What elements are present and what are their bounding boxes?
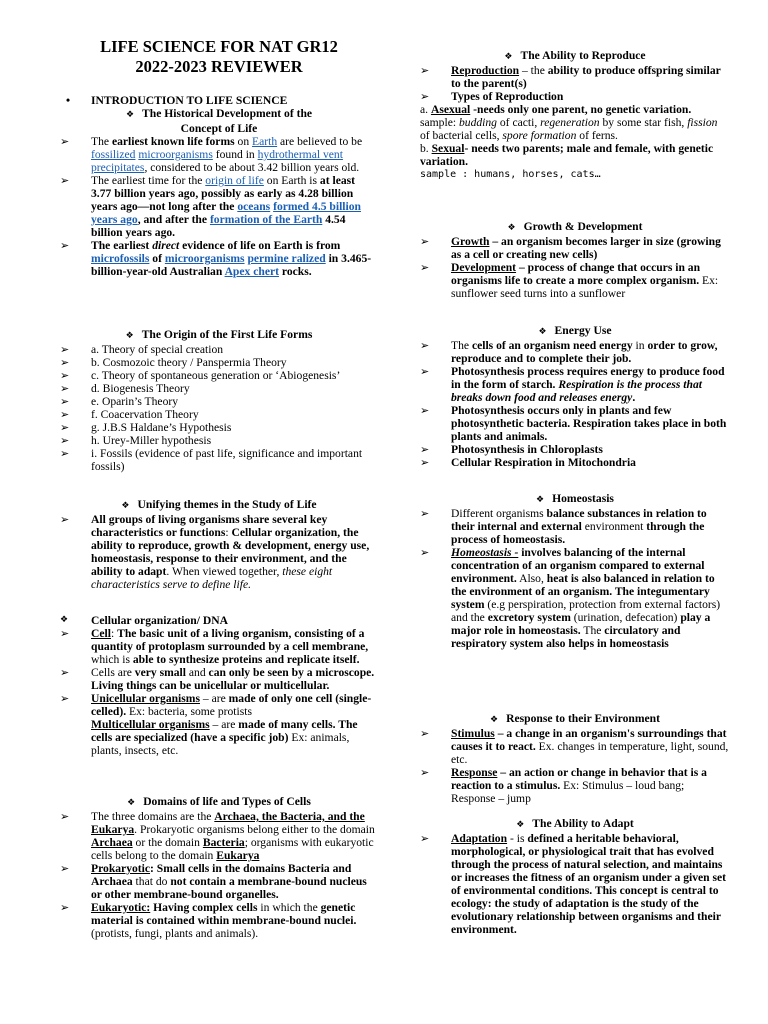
list-item: ➢ The earliest known life forms on Earth are believed to be fossilized microorganisms found in hydrothermal vent precipitates, considered to be about 3.42 billion years old. — [60, 135, 363, 174]
list-item: ➢ Growth – an organism becomes larger in size (growing as a cell or creating new cells) — [420, 235, 721, 261]
energy-heading: ❖ Energy Use — [538, 324, 612, 337]
origin-heading: ❖ The Origin of the First Life Forms — [125, 328, 313, 341]
origin-theory-item: ➢ c. Theory of spontaneous generation or ‘Abiogenesis’ — [60, 369, 341, 382]
origin-theory-item: ➢ h. Urey-Miller hypothesis — [60, 434, 212, 447]
document-title — [60, 37, 378, 77]
bullet-dot-icon: • — [66, 94, 71, 107]
title-line-1: LIFE SCIENCE FOR NAT GR12 — [100, 37, 338, 56]
response-heading: ❖ Response to their Environment — [490, 712, 660, 725]
arrow-bullet-icon: ➢ — [420, 766, 430, 779]
diamond-bullet-icon: ❖ — [60, 615, 69, 625]
arrow-bullet-icon: ➢ — [420, 90, 430, 103]
origin-theory-item: ➢ i. Fossils (evidence of past life, significance and important fossils) — [60, 447, 363, 473]
list-item: ➢ Photosynthesis in Chloroplasts — [420, 443, 603, 456]
arrow-bullet-icon: ➢ — [60, 369, 70, 382]
reproduce-heading: ❖ The Ability to Reproduce — [504, 49, 646, 62]
origin-theory-item: ➢ g. J.B.S Haldane’s Hypothesis — [60, 421, 232, 434]
origin-theory-item: ➢ f. Coacervation Theory — [60, 408, 199, 421]
diamond-bullet-icon: ❖ — [538, 327, 547, 337]
list-item: ➢ Cellular Respiration in Mitochondria — [420, 456, 636, 469]
arrow-bullet-icon: ➢ — [60, 692, 70, 705]
arrow-bullet-icon: ➢ — [420, 443, 430, 456]
link-precipitates[interactable]: precipitates — [91, 161, 145, 174]
domains-section — [60, 795, 378, 940]
origin-theory-item: ➢ e. Oparin’s Theory — [60, 395, 179, 408]
diamond-bullet-icon: ❖ — [127, 798, 136, 808]
arrow-bullet-icon: ➢ — [420, 507, 430, 520]
arrow-bullet-icon: ➢ — [420, 339, 430, 352]
homeostasis-section — [420, 492, 730, 650]
list-item: ➢ Photosynthesis occurs only in plants and few photosynthetic bacteria. Respiration takes place in both plants and animals. — [420, 404, 727, 443]
arrow-bullet-icon: ➢ — [60, 174, 70, 187]
arrow-bullet-icon: ➢ — [60, 666, 70, 679]
list-item: ➢ Prokaryotic: Small cells in the domains Bacteria and Archaea that do not contain a membrane-bound nucleus or other membrane-bound organelles. — [60, 862, 367, 901]
title-line-2: 2022-2023 REVIEWER — [135, 57, 303, 76]
link-fossilized[interactable]: fossilized — [91, 148, 136, 161]
arrow-bullet-icon: ➢ — [420, 235, 430, 248]
diamond-bullet-icon: ❖ — [516, 820, 525, 830]
arrow-bullet-icon: ➢ — [60, 901, 70, 914]
arrow-bullet-icon: ➢ — [60, 421, 70, 434]
arrow-bullet-icon: ➢ — [60, 810, 70, 823]
arrow-bullet-icon: ➢ — [60, 627, 70, 640]
list-item: ➢ Cell: The basic unit of a living organism, consisting of a quantity of protoplasm surrounded by a cell membrane, which is able to synthesize proteins and replicate itself. — [60, 627, 369, 666]
asexual-sample: sample: budding of cacti, regeneration by some star fish, fission of bacterial cells, spore formation of ferns. — [420, 116, 718, 142]
arrow-bullet-icon: ➢ — [420, 832, 430, 845]
arrow-bullet-icon: ➢ — [60, 395, 70, 408]
arrow-bullet-icon: ➢ — [60, 135, 70, 148]
list-item: ➢ Different organisms balance substances in relation to their internal and external environment through the process of homeostasis. — [420, 507, 707, 546]
arrow-bullet-icon: ➢ — [60, 447, 70, 460]
origin-list — [60, 343, 378, 473]
homeostasis-heading: ❖ Homeostasis — [536, 492, 614, 505]
list-item: ➢ Types of Reproduction — [420, 90, 564, 103]
arrow-bullet-icon: ➢ — [60, 862, 70, 875]
reproduce-section — [420, 49, 730, 181]
adapt-section — [420, 817, 730, 936]
response-section — [420, 712, 730, 805]
cellular-heading: ❖ Cellular organization/ DNA — [60, 614, 228, 627]
diamond-bullet-icon: ❖ — [507, 223, 516, 233]
arrow-bullet-icon: ➢ — [420, 365, 430, 378]
list-item: ➢ Unicellular organisms – are made of only one cell (single-celled). Ex: bacteria, some protists Multicellular organisms – are made of many cells. The cells are specialized (have a specific job) Ex: animals, plants, insects, etc. — [60, 692, 372, 757]
list-item: ➢ Development – process of change that occurs in an organisms life to create a more complex organism. Ex: sunflower seed turns into a sunflower — [420, 261, 719, 300]
domains-heading: ❖ Domains of life and Types of Cells — [127, 795, 311, 808]
diamond-bullet-icon: ❖ — [504, 52, 513, 62]
list-item: ➢ The earliest time for the origin of life on Earth is at least 3.77 billion years ago, possibly as early as 4.28 billion years ago—not long after the oceans formed 4.5 billion years ago, and after the formation of the Earth 4.54 billion years ago. — [60, 174, 361, 239]
link-permineralized[interactable]: permine ralized — [247, 252, 326, 265]
origin-theory-item: ➢ a. Theory of special creation — [60, 343, 224, 356]
arrow-bullet-icon: ➢ — [60, 408, 70, 421]
arrow-bullet-icon: ➢ — [60, 382, 70, 395]
list-item: ➢ The earliest direct evidence of life on Earth is from microfossils of microorganisms permine ralized in 3.465-billion-year-old Australian Apex chert rocks. — [60, 239, 372, 278]
diamond-bullet-icon: ❖ — [121, 501, 130, 511]
list-item: ➢ Stimulus – a change in an organism's surroundings that causes it to react. Ex. changes in temperature, light, sound, etc. — [420, 727, 729, 766]
arrow-bullet-icon: ➢ — [420, 64, 430, 77]
arrow-bullet-icon: ➢ — [420, 727, 430, 740]
list-item: ➢ Adaptation - is defined a heritable behavioral, morphological, or physiological trait that has evolved through the process of natural selection, and maintains or increases the fitness of an organism under a given set of environmental conditions. This concept is central to ecology: the study of adaptation is the study of the evolutionary relationship between organisms and their environment. — [420, 832, 727, 936]
list-item: ➢ Response – an action or change in behavior that is a reaction to a stimulus. Ex: Stimulus – loud bang; Response – jump — [420, 766, 707, 805]
sexual-line: b. Sexual- needs two parents; male and female, with genetic variation. — [420, 142, 714, 168]
origin-section — [60, 328, 378, 473]
growth-section — [420, 220, 730, 300]
link-hydrothermal-vent[interactable]: hydrothermal vent — [257, 148, 343, 161]
list-item: ➢ Homeostasis - involves balancing of the internal concentration of an organism compared to external environment. Also, heat is also balanced in relation to the environment of an organism. The integumentary system (e.g perspiration, protection from external factors) and the excretory system (urination, defecation) play a major role in homeostasis. The circulatory and respiratory system also helps in homeostasis — [420, 546, 721, 650]
diamond-bullet-icon: ❖ — [490, 715, 499, 725]
intro-heading: • INTRODUCTION TO LIFE SCIENCE — [66, 94, 288, 107]
energy-section — [420, 324, 730, 469]
cellular-section — [60, 614, 378, 757]
arrow-bullet-icon: ➢ — [420, 261, 430, 274]
link-origin-of-life[interactable]: origin of life — [205, 174, 264, 187]
sexual-sample: sample : humans, horses, cats… — [420, 169, 601, 180]
diamond-bullet-icon: ❖ — [125, 110, 135, 120]
historical-heading: ❖ The Historical Development of the Concept of Life — [125, 107, 313, 135]
diamond-bullet-icon: ❖ — [536, 495, 545, 505]
link-earth[interactable]: Earth — [252, 135, 278, 148]
list-item: ➢ Reproduction – the ability to produce offspring similar to the parent(s) — [420, 64, 721, 90]
list-item: ➢ The three domains are the Archaea, the Bacteria, and the Eukarya. Prokaryotic organisms belong either to the domain Archaea or the domain Bacteria; organisms with eukaryotic cells belong to the domain Eukarya — [60, 810, 375, 862]
link-oceans[interactable]: oceans — [237, 200, 271, 213]
arrow-bullet-icon: ➢ — [60, 434, 70, 447]
adapt-heading: ❖ The Ability to Adapt — [516, 817, 634, 830]
list-item: ➢ Eukaryotic: Having complex cells in which the genetic material is contained within membrane-bound nuclei. (protists, fungi, plants and animals). — [60, 901, 357, 940]
arrow-bullet-icon: ➢ — [60, 343, 70, 356]
link-microfossils[interactable]: microfossils — [91, 252, 150, 265]
growth-heading: ❖ Growth & Development — [507, 220, 643, 233]
link-formation-of-earth[interactable]: formation of the Earth — [209, 213, 323, 226]
unifying-section — [60, 498, 378, 591]
link-apex-chert[interactable]: Apex chert — [224, 265, 279, 278]
arrow-bullet-icon: ➢ — [60, 356, 70, 369]
list-item: ➢ All groups of living organisms share several key characteristics or functions: Cellular organization, the ability to reproduce, growth & development, energy use, homeostasis, response to their environment, and the ability to adapt. When viewed together, these eight characteristics serve to define life. — [60, 513, 370, 591]
arrow-bullet-icon: ➢ — [420, 456, 430, 469]
arrow-bullet-icon: ➢ — [420, 546, 430, 559]
list-item: ➢ Cells are very small and can only be seen by a microscope. Living things can be unicellular or multicellular. — [60, 666, 375, 692]
link-formed-4-5-billion[interactable]: formed 4.5 billion years ago — [91, 200, 361, 226]
origin-theory-item: ➢ b. Cosmozoic theory / Panspermia Theory — [60, 356, 287, 369]
asexual-line: a. Asexual -needs only one parent, no genetic variation. — [420, 103, 692, 116]
link-microorganisms[interactable]: microorganisms — [138, 148, 213, 161]
arrow-bullet-icon: ➢ — [60, 513, 70, 526]
link-microorganisms-2[interactable]: microorganisms — [164, 252, 245, 265]
list-item: ➢ The cells of an organism need energy in order to grow, reproduce and to complete their job. — [420, 339, 718, 365]
list-item: ➢ Photosynthesis process requires energy to produce food in the form of starch. Respiration is the process that breaks down food and releases energy. — [420, 365, 725, 404]
intro-section — [60, 94, 378, 278]
unifying-heading: ❖ Unifying themes in the Study of Life — [121, 498, 317, 511]
diamond-bullet-icon: ❖ — [125, 331, 134, 341]
arrow-bullet-icon: ➢ — [420, 404, 430, 417]
arrow-bullet-icon: ➢ — [60, 239, 70, 252]
origin-theory-item: ➢ d. Biogenesis Theory — [60, 382, 190, 395]
